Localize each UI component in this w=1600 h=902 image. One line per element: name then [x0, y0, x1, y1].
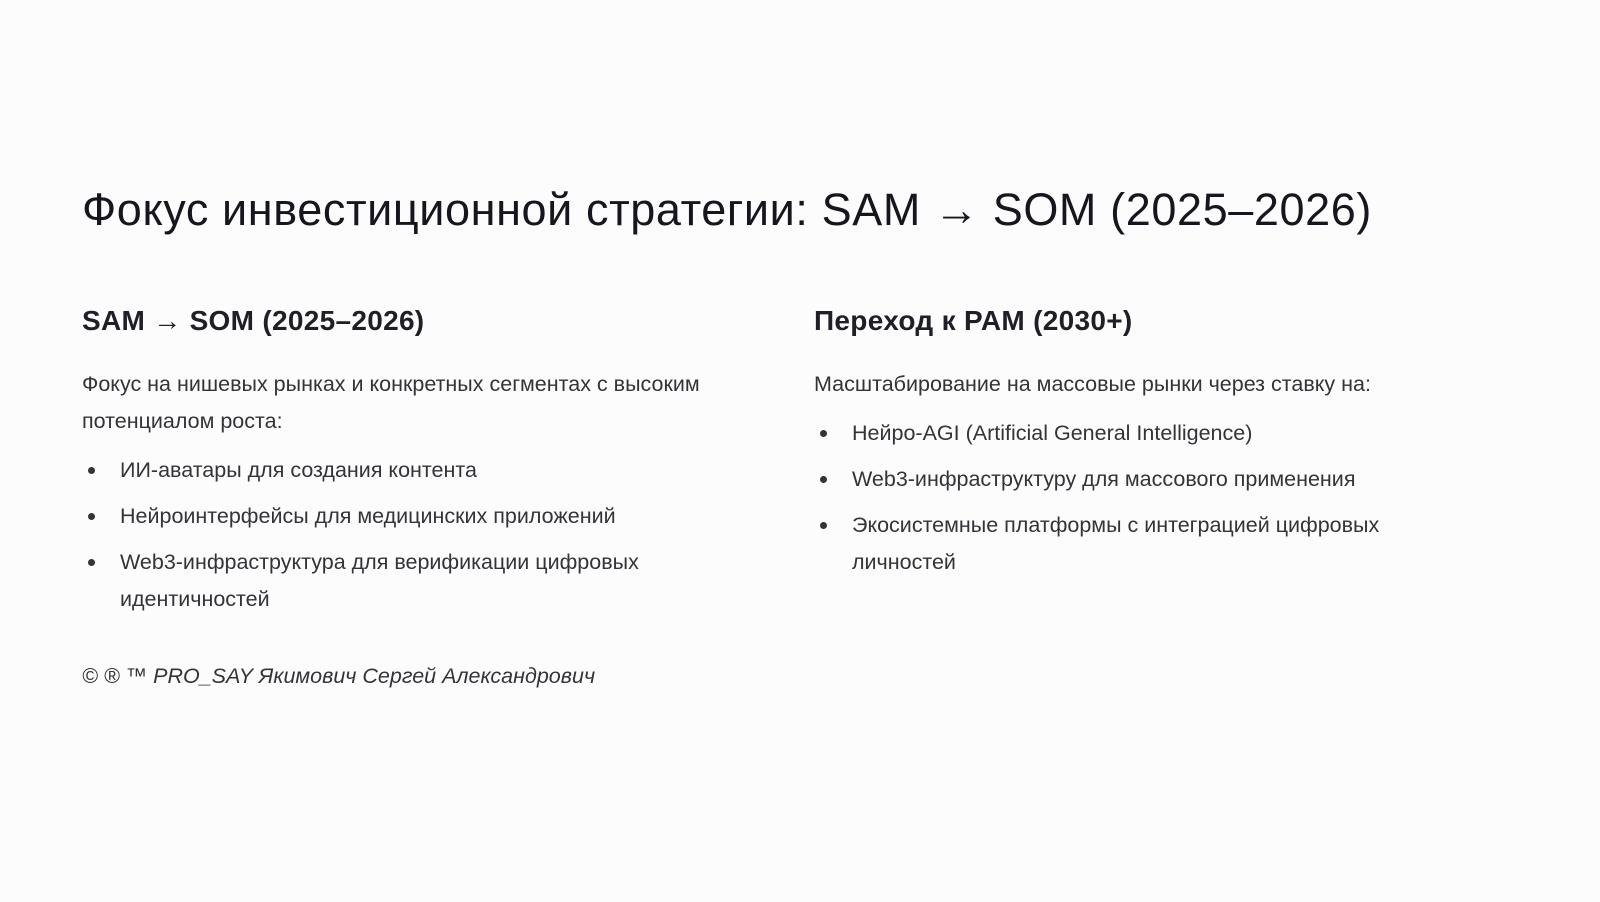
- list-item: [82, 544, 722, 618]
- left-column: [82, 300, 722, 627]
- copyright-footer: © ® ™ PRO_SAY Якимович Сергей Александрович: [82, 664, 596, 688]
- bullet-icon: [88, 559, 95, 566]
- bullet-icon: [820, 476, 827, 483]
- list-item-text: Web3-инфраструктуру для массового применения: [852, 467, 1356, 491]
- left-bullet-list: [82, 452, 722, 618]
- bullet-icon: [820, 522, 827, 529]
- list-item-text: Нейро-AGI (Artificial General Intelligence): [852, 421, 1253, 445]
- left-heading: SAM → SOM (2025–2026): [82, 305, 425, 336]
- list-item-text: ИИ-аватары для создания контента: [120, 458, 477, 482]
- list-item-text: Нейроинтерфейсы для медицинских приложений: [120, 504, 616, 528]
- bullet-icon: [88, 467, 95, 474]
- list-item: [82, 498, 722, 535]
- slide-title: Фокус инвестиционной стратегии: SAM → SOM (2025–2026): [82, 184, 1372, 235]
- list-item: [82, 452, 722, 489]
- right-heading: Переход к PAM (2030+): [814, 305, 1133, 336]
- bullet-icon: [820, 430, 827, 437]
- left-intro: Фокус на нишевых рынках и конкретных сегментах с высоким потенциалом роста:: [82, 372, 700, 433]
- right-column: [814, 300, 1474, 590]
- bullet-icon: [88, 513, 95, 520]
- list-item-text: Web3-инфраструктура для верификации цифровых идентичностей: [120, 550, 639, 611]
- list-item-text: Экосистемные платформы с интеграцией цифровых личностей: [852, 513, 1380, 574]
- right-intro: Масштабирование на массовые рынки через ставку на:: [814, 372, 1371, 396]
- list-item: [814, 415, 1474, 452]
- list-item: [814, 461, 1474, 498]
- list-item: [814, 507, 1474, 581]
- right-bullet-list: [814, 415, 1474, 581]
